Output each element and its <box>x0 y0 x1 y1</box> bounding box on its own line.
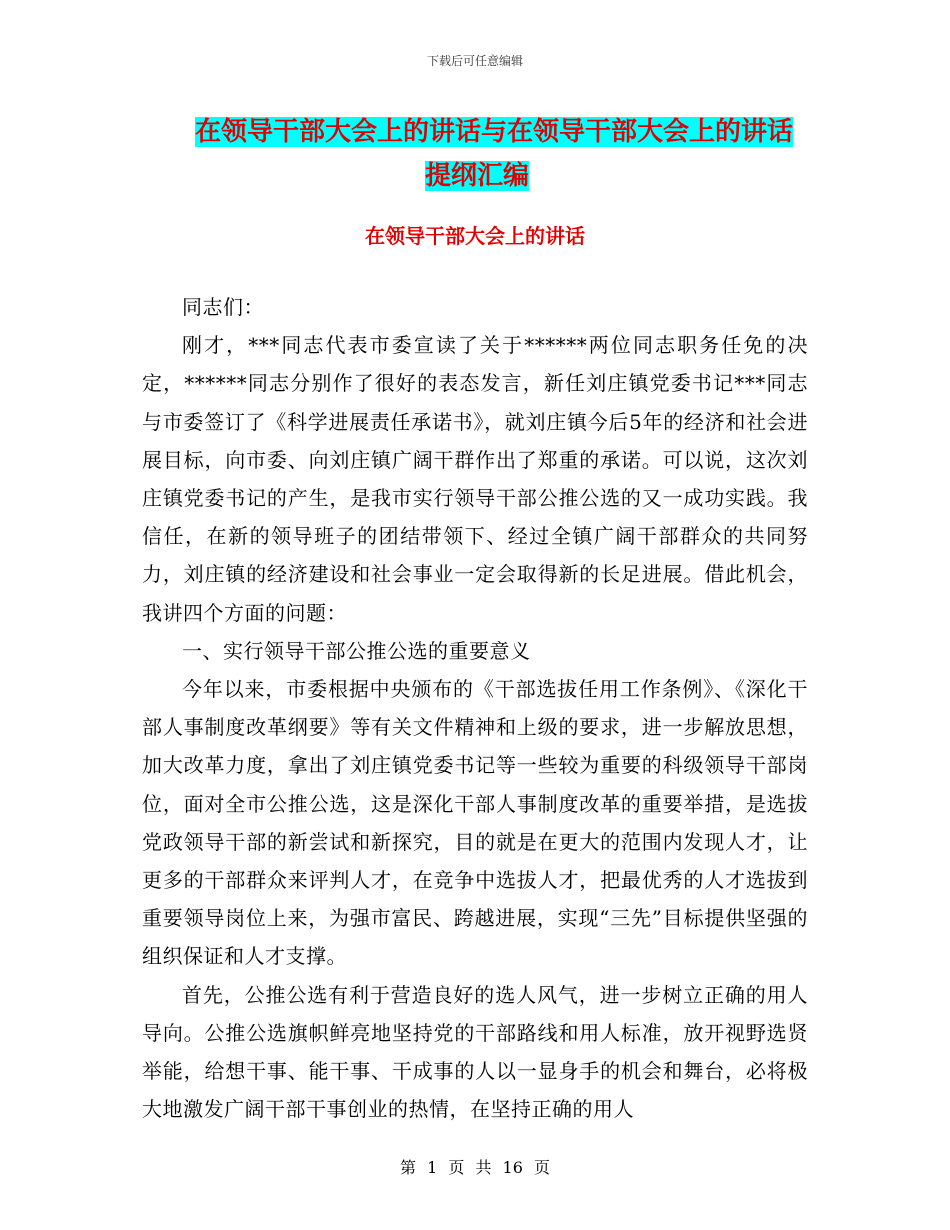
title-line-1: 在领导干部大会上的讲话与在领导干部大会上的讲话 <box>195 117 794 147</box>
document-body <box>142 288 808 1128</box>
salutation-paragraph: 同志们： <box>182 295 264 319</box>
page-footer: 第 1 页 共 16 页 <box>400 1158 550 1177</box>
body-paragraph: 首先，公推公选有利于营造良好的选人风气，进一步树立正确的用人导向。公推公选旗帜鲜亮地坚持党的干部路线和用人标准，放开视野选贤举能，给想干事、能干事、干成事的人以一显身手的机会和舞台，必将极大地激发广阔干部干事创业的热情，在坚持正确的用人 <box>142 982 808 1122</box>
section-title: 在领导干部大会上的讲话 <box>365 224 585 248</box>
body-paragraph: 刚才，***同志代表市委宣读了关于******两位同志职务任免的决定，******同志分别作了很好的表态发言，新任刘庄镇党委书记***同志与市委签订了《科学进展责任承诺书》，就刘庄镇今后5年的经济和社会进展目标，向市委、向刘庄镇广阔干群作出了郑重的承诺。可以说，这次刘庄镇党委书记的产生，是我市实行领导干部公推公选的又一成功实践。我信任，在新的领导班子的团结带领下、经过全镇广阔干部群众的共同努力，刘庄镇的经济建设和社会事业一定会取得新的长足进展。借此机会，我讲四个方面的问题： <box>142 333 808 625</box>
body-paragraph: 今年以来，市委根据中央颁布的《干部选拔任用工作条例》、《深化干部人事制度改革纲要》等有关文件精神和上级的要求，进一步解放思想，加大改革力度，拿出了刘庄镇党委书记等一些较为重要的科级领导干部岗位，面对全市公推公选，这是深化干部人事制度改革的重要举措，是选拔党政领导干部的新尝试和新探究，目的就是在更大的范围内发现人才，让更多的干部群众来评判人才，在竞争中选拔人才，把最优秀的人才选拔到重要领导岗位上来，为强市富民、跨越进展，实现“三先”目标提供坚强的组织保证和人才支撑。 <box>142 677 808 969</box>
title-line-2: 提纲汇编 <box>425 161 530 191</box>
heading-paragraph: 一、实行领导干部公推公选的重要意义 <box>182 638 531 663</box>
header-note: 下载后可任意编辑 <box>426 54 523 68</box>
